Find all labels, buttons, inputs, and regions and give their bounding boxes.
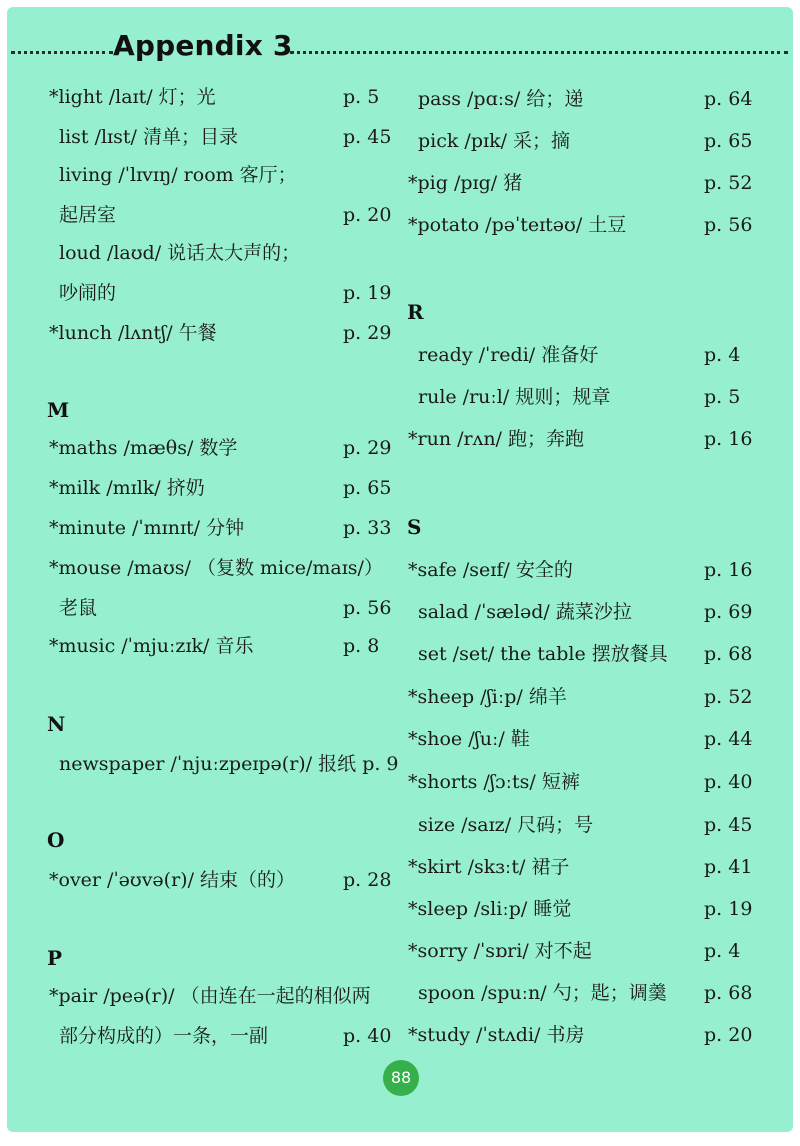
glossary-entry [59, 278, 403, 308]
glossary-entry [49, 433, 403, 463]
glossary-entry [408, 1020, 764, 1050]
dotted-rule-left [11, 51, 113, 54]
glossary-entry [418, 340, 764, 370]
entry-text: *skirt /skɜːt/ 裙子 [408, 856, 570, 878]
entry-text: *shoe /ʃuː/ 鞋 [408, 728, 530, 750]
entry-page-ref: p. 65 [343, 477, 392, 499]
entry-text: size /saɪz/ 尺码；号 [418, 814, 594, 836]
entry-text: newspaper /ˈnjuːzpeɪpə(r)/ 报纸 p. 9 [59, 753, 399, 775]
glossary-entry [59, 593, 403, 623]
entry-text: pick /pɪk/ 采；摘 [418, 130, 571, 152]
entry-text: salad /ˈsæləd/ 蔬菜沙拉 [418, 601, 632, 623]
page-number-badge: 88 [383, 1060, 419, 1096]
entry-text: *study /ˈstʌdi/ 书房 [408, 1024, 585, 1046]
section-letter: M [47, 398, 70, 422]
entry-page-ref: p. 20 [343, 204, 392, 226]
entry-page-ref: p. 8 [343, 635, 380, 657]
glossary-entry [418, 126, 764, 156]
glossary-entry [418, 639, 764, 669]
entry-text: list /lɪst/ 清单；目录 [59, 126, 238, 148]
entry-page-ref: p. 44 [704, 728, 753, 750]
entry-page-ref: p. 16 [704, 428, 753, 450]
entry-page-ref: p. 40 [343, 1025, 392, 1047]
entry-text: spoon /spuːn/ 勺；匙；调羹 [418, 982, 667, 1004]
entry-text: *sleep /sliːp/ 睡觉 [408, 898, 572, 920]
entry-text: set /set/ the table 摆放餐具 [418, 643, 668, 665]
entry-text: ready /ˈredi/ 准备好 [418, 344, 599, 366]
appendix-page [7, 7, 793, 1132]
entry-text: *sorry /ˈsɒri/ 对不起 [408, 940, 592, 962]
glossary-entry [408, 682, 764, 712]
entry-text: *mouse /maʊs/ （复数 mice/maɪs/） [49, 557, 383, 579]
glossary-entry [408, 210, 764, 240]
entry-text: *lunch /lʌntʃ/ 午餐 [49, 322, 217, 344]
glossary-entry [418, 382, 764, 412]
section-letter: P [47, 946, 63, 970]
entry-text: pass /pɑːs/ 给；递 [418, 88, 584, 110]
entry-text: 吵闹的 [59, 282, 117, 304]
section-letter: R [407, 300, 424, 324]
entry-text: loud /laʊd/ 说话太大声的； [59, 242, 301, 264]
entry-page-ref: p. 52 [704, 686, 753, 708]
entry-text: *music /ˈmjuːzɪk/ 音乐 [49, 635, 254, 657]
entry-page-ref: p. 68 [704, 643, 753, 665]
glossary-entry [59, 238, 403, 268]
entry-page-ref: p. 65 [704, 130, 753, 152]
entry-page-ref: p. 69 [704, 601, 753, 623]
glossary-entry [408, 936, 764, 966]
entry-page-ref: p. 28 [343, 869, 392, 891]
entry-page-ref: p. 5 [704, 386, 741, 408]
entry-page-ref: p. 5 [343, 86, 380, 108]
entry-page-ref: p. 4 [704, 940, 741, 962]
entry-page-ref: p. 40 [704, 771, 753, 793]
entry-page-ref: p. 56 [704, 214, 753, 236]
entry-page-ref: p. 64 [704, 88, 753, 110]
glossary-entry [408, 424, 764, 454]
entry-text: *light /laɪt/ 灯；光 [49, 86, 216, 108]
glossary-entry [49, 513, 403, 543]
glossary-entry [49, 981, 403, 1011]
entry-page-ref: p. 33 [343, 517, 392, 539]
entry-text: *shorts /ʃɔːts/ 短裤 [408, 771, 580, 793]
dotted-rule-right [290, 51, 788, 54]
entry-page-ref: p. 45 [704, 814, 753, 836]
entry-page-ref: p. 4 [704, 344, 741, 366]
entry-page-ref: p. 29 [343, 437, 392, 459]
glossary-entry [408, 724, 764, 754]
entry-page-ref: p. 20 [704, 1024, 753, 1046]
glossary-entry [59, 200, 403, 230]
glossary-entry [59, 160, 403, 190]
entry-text: 老鼠 [59, 597, 98, 619]
section-letter: S [407, 515, 422, 539]
glossary-entry [418, 597, 764, 627]
entry-text: *maths /mæθs/ 数学 [49, 437, 238, 459]
entry-page-ref: p. 56 [343, 597, 392, 619]
entry-page-ref: p. 41 [704, 856, 753, 878]
entry-page-ref: p. 16 [704, 559, 753, 581]
glossary-entry [408, 555, 764, 585]
glossary-entry [418, 810, 764, 840]
entry-text: *minute /ˈmɪnɪt/ 分钟 [49, 517, 245, 539]
entry-text: 起居室 [59, 204, 117, 226]
glossary-entry [49, 473, 403, 503]
glossary-entry [418, 978, 764, 1008]
glossary-entry [59, 122, 403, 152]
glossary-entry [49, 865, 403, 895]
section-letter: O [47, 828, 65, 852]
glossary-entry [49, 318, 403, 348]
entry-page-ref: p. 19 [343, 282, 392, 304]
entry-text: *milk /mɪlk/ 挤奶 [49, 477, 205, 499]
section-letter: N [47, 712, 66, 736]
entry-text: *pig /pɪg/ 猪 [408, 172, 523, 194]
entry-text: *potato /pəˈteɪtəʊ/ 土豆 [408, 214, 627, 236]
glossary-entry [408, 767, 764, 797]
glossary-entry [49, 631, 403, 661]
entry-page-ref: p. 19 [704, 898, 753, 920]
entry-text: *pair /peə(r)/ （由连在一起的相似两 [49, 985, 371, 1007]
glossary-entry [49, 82, 403, 112]
entry-page-ref: p. 45 [343, 126, 392, 148]
glossary-entry [59, 749, 403, 779]
glossary-entry [418, 84, 764, 114]
entry-text: 部分构成的）一条，一副 [59, 1025, 269, 1047]
entry-text: *run /rʌn/ 跑；奔跑 [408, 428, 584, 450]
glossary-entry [408, 894, 764, 924]
entry-text: *safe /seɪf/ 安全的 [408, 559, 573, 581]
entry-page-ref: p. 68 [704, 982, 753, 1004]
entry-text: *sheep /ʃiːp/ 绵羊 [408, 686, 567, 708]
entry-text: rule /ruːl/ 规则；规章 [418, 386, 611, 408]
page-title: Appendix 3 [113, 29, 293, 62]
glossary-entry [59, 1021, 403, 1051]
glossary-entry [49, 553, 403, 583]
glossary-entry [408, 168, 764, 198]
entry-page-ref: p. 52 [704, 172, 753, 194]
glossary-entry [408, 852, 764, 882]
entry-text: *over /ˈəʊvə(r)/ 结束（的） [49, 869, 296, 891]
entry-page-ref: p. 29 [343, 322, 392, 344]
entry-text: living /ˈlɪvɪŋ/ room 客厅； [59, 164, 297, 186]
